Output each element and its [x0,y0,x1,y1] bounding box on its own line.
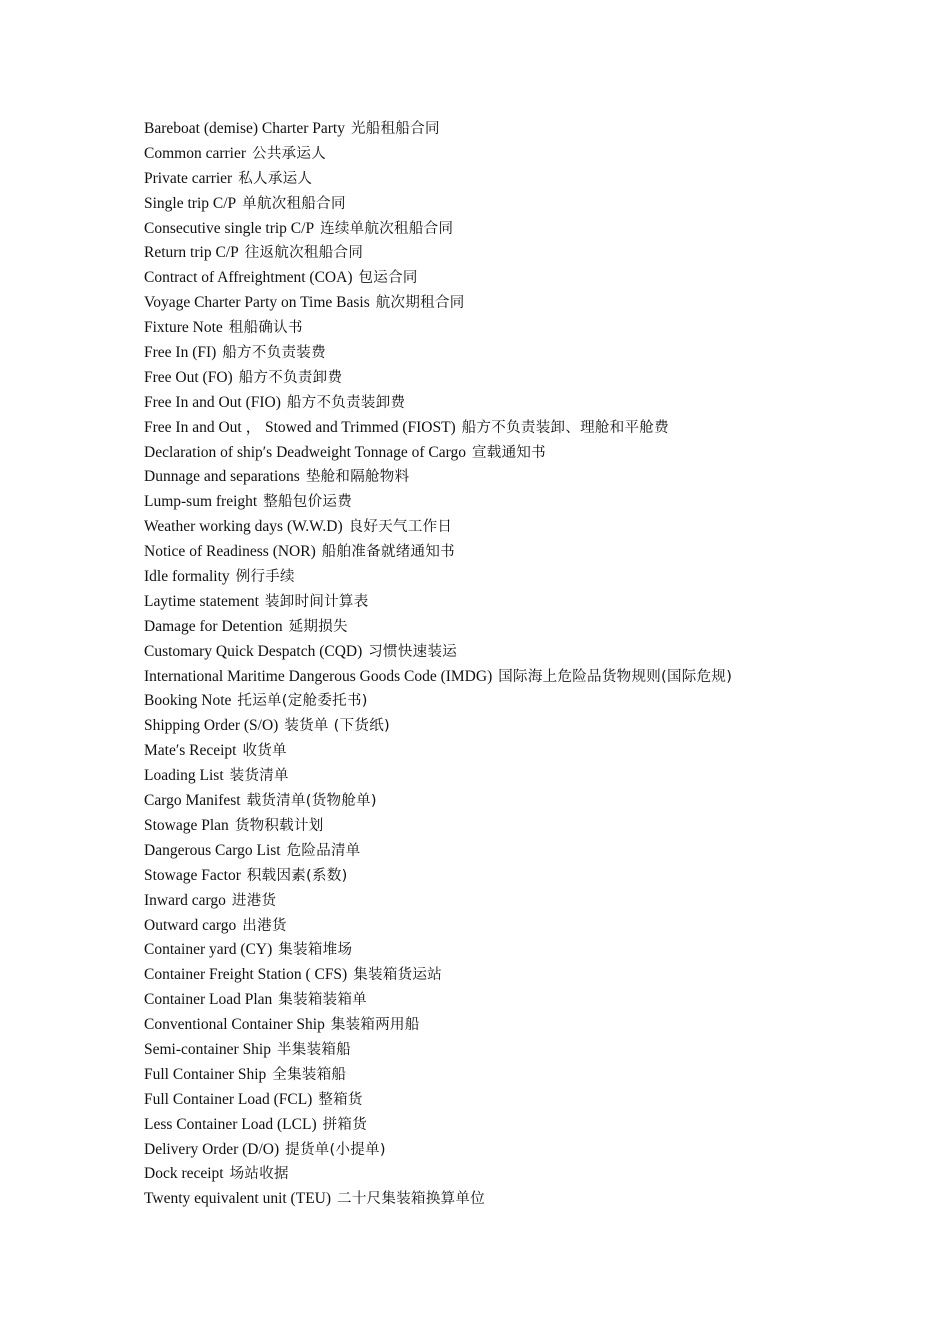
term-english: Voyage Charter Party on Time Basis [144,294,370,312]
glossary-entry [144,1063,924,1088]
glossary-entry [144,316,924,341]
term-chinese: 提货单(小提单) [285,1141,386,1158]
glossary-entry [144,341,924,366]
glossary-entry [144,540,924,565]
term-english: International Maritime Dangerous Goods Code (IMDG) [144,667,493,685]
term-english: Notice of Readiness (NOR) [144,543,316,561]
term-english: Contract of Affreightment (COA) [144,269,353,287]
term-english: Private carrier [144,169,233,187]
term-english: Dangerous Cargo List [144,841,281,859]
glossary-entry [144,938,924,963]
term-chinese: 包运合同 [358,270,418,287]
glossary-entry [144,1038,924,1063]
glossary-entry [144,590,924,615]
term-chinese: 半集装箱船 [277,1041,351,1058]
term-english: Common carrier [144,144,247,162]
term-chinese: 全集装箱船 [272,1066,347,1083]
glossary-entry [144,515,924,540]
term-chinese: 船方不负责装卸费 [286,394,406,411]
glossary-entry [144,142,924,167]
term-chinese: 托运单(定舱委托书) [237,693,368,710]
term-chinese: 私人承运人 [238,170,313,187]
glossary-entry [144,640,924,665]
term-chinese: 例行手续 [235,569,295,586]
term-chinese: 单航次租船合同 [242,195,346,212]
term-chinese: 船方不负责装卸、理舱和平舱费 [461,419,669,436]
term-english: Dock receipt [144,1165,224,1183]
glossary-entry [144,689,924,714]
glossary-entry [144,764,924,789]
term-english: Lump-sum freight [144,493,258,511]
glossary-entry [144,988,924,1013]
term-chinese: 整船包价运费 [263,494,353,511]
term-chinese: 宣载通知书 [471,444,546,461]
term-chinese: 集装箱货运站 [353,967,443,984]
glossary-entry [144,291,924,316]
term-english: Mate′s Receipt [144,742,237,760]
term-english: Return trip C/P [144,244,239,262]
term-chinese: 危险品清单 [286,842,361,859]
term-chinese: 整箱货 [318,1091,363,1108]
term-chinese: 装货单 (下货纸) [284,718,390,735]
term-english: Free In (FI) [144,344,217,362]
glossary-entry [144,1013,924,1038]
glossary-entry [144,739,924,764]
term-chinese: 光船租船合同 [351,121,440,137]
term-chinese: 良好天气工作日 [348,519,453,536]
term-english: Conventional Container Ship [144,1016,325,1034]
term-chinese: 船舶准备就绪通知书 [321,544,455,561]
term-chinese: 二十尺集装箱换算单位 [337,1191,486,1208]
glossary-entry [144,864,924,889]
term-english: Dunnage and separations [144,468,300,486]
term-english: Stowage Plan [144,816,229,834]
glossary-entry [144,963,924,988]
term-chinese: 公共承运人 [252,145,327,162]
term-chinese: 积载因素(系数) [246,867,348,884]
term-english: Booking Note [144,692,232,710]
glossary-entry [144,714,924,739]
term-chinese: 进港货 [231,892,277,909]
term-english: Weather working days (W.W.D) [144,518,343,536]
term-english: Twenty equivalent unit (TEU) [144,1190,332,1208]
glossary-list [144,117,924,1212]
term-chinese: 装卸时间计算表 [264,593,369,610]
term-chinese: 集装箱两用船 [330,1017,420,1034]
term-english: Declaration of ship′s Deadweight Tonnage of Cargo [144,443,466,461]
glossary-entry [144,192,924,217]
term-chinese: 船方不负责装费 [222,345,326,362]
term-chinese: 习惯快速装运 [368,643,458,660]
term-english: Customary Quick Despatch (CQD) [144,642,363,660]
term-chinese: 集装箱堆场 [278,942,353,959]
term-english: Delivery Order (D/O) [144,1140,280,1158]
term-english: Container Freight Station ( CFS) [144,966,348,984]
glossary-entry [144,914,924,939]
term-english: Single trip C/P [144,194,237,212]
glossary-entry [144,241,924,266]
term-english: Full Container Ship [144,1065,267,1083]
term-chinese: 国际海上危险品货物规则(国际危规) [498,668,733,685]
term-chinese: 租船确认书 [228,320,303,337]
term-english: Cargo Manifest [144,792,241,810]
term-english: Free In and Out (FIO) [144,393,281,411]
term-english: Outward cargo [144,916,237,934]
term-english: Bareboat (demise) Charter Party [144,120,345,137]
term-english: Consecutive single trip C/P [144,219,315,237]
term-chinese: 收货单 [242,743,287,760]
term-english: Idle formality [144,568,230,586]
glossary-entry [144,391,924,416]
term-english: Container Load Plan [144,991,273,1009]
term-chinese: 拼箱货 [322,1116,368,1133]
term-english: Less Container Load (LCL) [144,1115,317,1133]
term-chinese: 场站收据 [229,1166,289,1183]
term-chinese: 装货清单 [229,768,289,785]
glossary-entry [144,441,924,466]
term-chinese: 载货清单(货物舱单) [246,793,377,810]
glossary-entry [144,1187,924,1212]
glossary-entry [144,416,924,441]
term-english: Stowage Factor [144,866,241,884]
glossary-entry [144,889,924,914]
term-english: Container yard (CY) [144,941,273,959]
glossary-entry [144,665,924,690]
term-chinese: 出港货 [242,917,287,934]
term-chinese: 航次期租合同 [375,295,465,312]
glossary-entry [144,789,924,814]
glossary-entry [144,814,924,839]
glossary-entry [144,167,924,192]
glossary-entry [144,1138,924,1163]
term-chinese: 集装箱装箱单 [278,992,368,1009]
glossary-entry [144,266,924,291]
term-english: Free In and Out ， Stowed and Trimmed (FIOST) [144,418,456,436]
term-english: Damage for Detention [144,617,283,635]
term-chinese: 延期损失 [288,618,348,635]
glossary-entry [144,565,924,590]
glossary-entry [144,1113,924,1138]
term-chinese: 货物积载计划 [234,817,324,834]
glossary-entry [144,117,924,142]
term-english: Full Container Load (FCL) [144,1090,313,1108]
term-chinese: 往返航次租船合同 [244,245,364,262]
glossary-entry [144,1088,924,1113]
glossary-entry [144,217,924,242]
glossary-entry [144,615,924,640]
term-chinese: 船方不负责卸费 [238,369,343,386]
term-english: Laytime statement [144,592,259,610]
glossary-entry [144,1162,924,1187]
glossary-entry [144,490,924,515]
term-english: Loading List [144,767,224,785]
glossary-entry [144,465,924,490]
term-english: Free Out (FO) [144,368,233,386]
term-english: Fixture Note [144,319,223,337]
term-chinese: 垫舱和隔舱物料 [305,469,410,486]
glossary-entry [144,839,924,864]
term-english: Shipping Order (S/O) [144,717,279,735]
glossary-entry [144,366,924,391]
term-english: Inward cargo [144,891,226,909]
term-english: Semi-container Ship [144,1040,271,1058]
term-chinese: 连续单航次租船合同 [320,220,454,237]
